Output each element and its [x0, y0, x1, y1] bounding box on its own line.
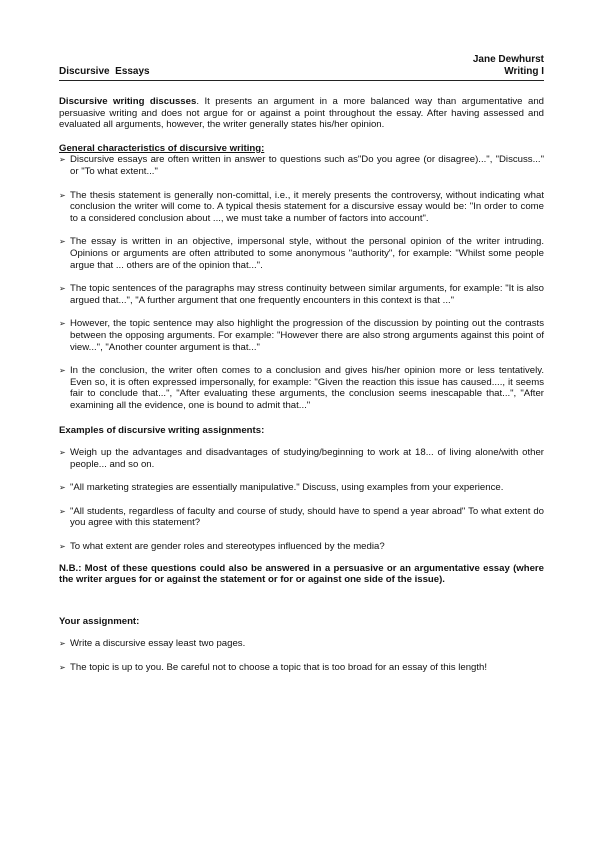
- arrow-bullet-icon: ➢: [59, 663, 66, 672]
- list-item: ➢ The essay is written in an objective, impersonal style, without the personal opinion of the writer intruding. Opinions or arguments are often attributed to some anonymous "authority", for example: "Whilst some people argue that ... others are of the opinion that...".: [59, 236, 544, 271]
- arrow-bullet-icon: ➢: [59, 237, 66, 247]
- list-item: ➢ To what extent are gender roles and stereotypes influenced by the media?: [59, 541, 385, 553]
- nb-note: N.B.: Most of these questions could also be answered in a persuasive or an argumentative essay (where the writer argues for or against the statement or for or against one side of the issue).: [59, 562, 544, 586]
- assignment-heading: Your assignment:: [59, 615, 140, 627]
- intro-text: . It presents an argument in a more balanced way than argumentative and persuasive writing and does not argue for or against a point throughout the essay. After having assessed and evaluated all arguments, however, the writer generally states his/her opinion.: [59, 96, 544, 131]
- list-item: ➢ "All marketing strategies are essentially manipulative." Discuss, using examples from your experience.: [59, 482, 504, 494]
- document-header: [59, 66, 544, 81]
- course-name: Writing I: [504, 66, 544, 77]
- characteristics-list: [59, 154, 544, 411]
- list-item: ➢ In the conclusion, the writer often comes to a conclusion and gives his/her opinion more or less tentatively. Even so, it is often expressed impersonally, for example: "Given the reaction this issue has caused...., it seems fair to conclude that...", "After evaluating these arguments, the conclusion seems inescapable that...", "After examining all the evidence, one is bound to admit that...": [59, 365, 544, 411]
- arrow-bullet-icon: ➢: [59, 639, 66, 649]
- arrow-bullet-icon: ➢: [59, 448, 66, 458]
- list-item: ➢ Discursive essays are often written in answer to questions such as"Do you agree (or disagree)...", "Discuss..." or "To what extent...": [59, 154, 544, 177]
- list-item: ➢ However, the topic sentence may also highlight the progression of the discussion by pointing out the contrasts between the opposing arguments. For example: "However there are also strong arguments against this point of view...", "Another counter argument is that...": [59, 318, 544, 353]
- arrow-bullet-icon: ➢: [59, 506, 66, 516]
- document-title: Discursive Essays: [59, 66, 150, 77]
- intro-lead: Discursive writing discusses: [59, 96, 197, 107]
- arrow-bullet-icon: ➢: [59, 542, 66, 552]
- list-item: ➢ The thesis statement is generally non-comittal, i.e., it merely presents the controversy, without indicating what conclusion the writer will come to. A typical thesis statement for a discursive essay would be: "In order to come to a considered conclusion about ..., we must take a number of factors into account".: [59, 189, 544, 224]
- arrow-bullet-icon: ➢: [59, 483, 66, 493]
- arrow-bullet-icon: ➢: [59, 155, 66, 165]
- arrow-bullet-icon: ➢: [59, 190, 66, 200]
- list-item: ➢ "All students, regardless of faculty and course of study, should have to spend a year abroad" To what extent do you agree with this statement?: [59, 505, 544, 529]
- arrow-bullet-icon: ➢: [59, 284, 66, 294]
- arrow-bullet-icon: ➢: [59, 319, 66, 329]
- list-item: ➢ Weigh up the advantages and disadvantages of studying/beginning to work at 18... of living alone/with other people... and so on.: [59, 447, 544, 470]
- list-item: ➢ The topic is up to you. Be careful not to choose a topic that is too broad for an essay of this length!: [59, 662, 488, 673]
- list-item: ➢ Write a discursive essay least two pages.: [59, 638, 246, 650]
- document-page: [59, 54, 544, 686]
- examples-list: [59, 447, 544, 553]
- characteristics-heading: General characteristics of discursive writing:: [59, 142, 265, 154]
- intro-paragraph: [59, 96, 544, 131]
- list-item: ➢ The topic sentences of the paragraphs may stress continuity between similar arguments, for example: "It is also argued that...", "A further argument that one frequently encounters in this context is that ...": [59, 283, 544, 306]
- assignment-list: [59, 638, 544, 673]
- arrow-bullet-icon: ➢: [59, 366, 66, 376]
- examples-heading: Examples of discursive writing assignments:: [59, 425, 265, 437]
- author-name: Jane Dewhurst: [472, 54, 544, 65]
